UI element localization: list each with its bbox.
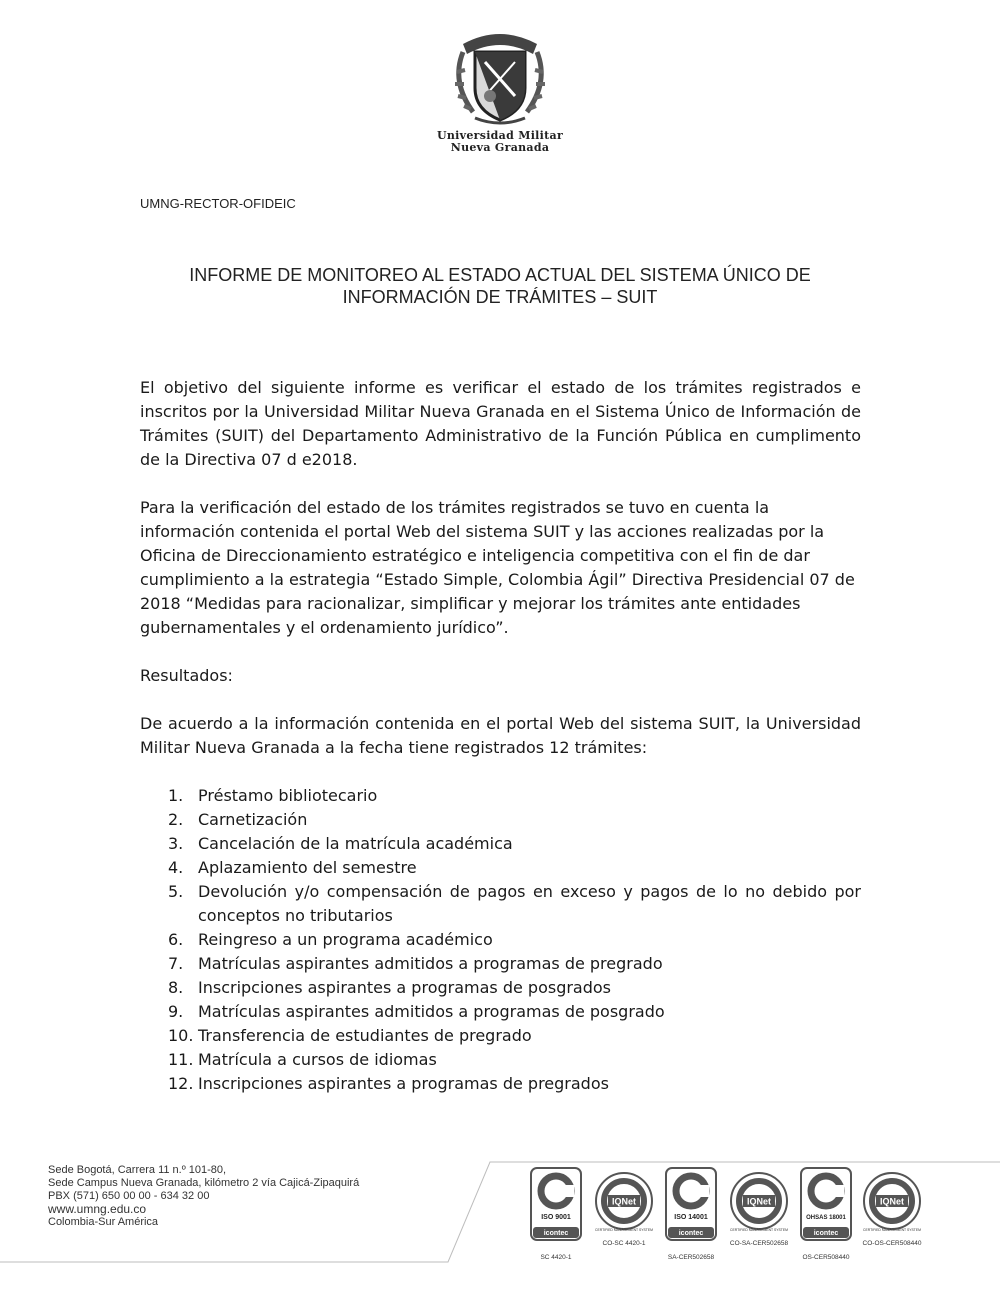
cert-badge-ohsas18001 (800, 1167, 852, 1261)
list-item-text: Inscripciones aspirantes a programas de pregrados (198, 1074, 609, 1093)
university-logo (430, 22, 570, 172)
footer-region: Colombia-Sur América (48, 1216, 159, 1228)
iqnet-seal-icon (729, 1167, 789, 1235)
list-item-number: 4. (168, 858, 184, 877)
cert-brand: icontec (678, 1230, 704, 1237)
icontec-seal-icon (800, 1167, 852, 1249)
list-item (140, 880, 861, 928)
list-item-number: 5. (168, 882, 184, 901)
icontec-seal-icon (530, 1167, 582, 1249)
paragraph-objective: El objetivo del siguiente informe es verificar el estado de los trámites registrados e inscritos por la Universidad Militar Nueva Granada en el Sistema Único de Información de Trámites (SUIT) del Departamento Administrativo de la Función Pública en cumplimento de la Directiva 07 d e2018. (140, 378, 861, 469)
list-item (140, 1024, 861, 1048)
list-item (140, 1000, 861, 1024)
cert-label: IQNet (879, 1196, 905, 1207)
reference-code: UMNG-RECTOR-OFIDEIC (140, 196, 296, 211)
list-item-text: Matrículas aspirantes admitidos a programas de pregrado (198, 954, 663, 973)
list-item-number: 9. (168, 1002, 184, 1021)
title-line-2: INFORMACIÓN DE TRÁMITES – SUIT (342, 287, 658, 307)
list-item-text: Aplazamiento del semestre (198, 858, 417, 877)
cert-code: CO-OS-CER508440 (862, 1240, 922, 1247)
footer-contact (48, 1164, 359, 1229)
cert-brand: CERTIFIED MANAGEMENT SYSTEM (595, 1228, 653, 1232)
cert-label: ISO 14001 (674, 1214, 708, 1221)
list-item-text: Matrícula a cursos de idiomas (198, 1050, 437, 1069)
list-item-number: 8. (168, 978, 184, 997)
list-item-text: Préstamo bibliotecario (198, 786, 378, 805)
footer-address-campus: Sede Campus Nueva Granada, kilómetro 2 vía Cajicá-Zipaquirá (48, 1177, 360, 1189)
cert-brand: icontec (543, 1230, 569, 1237)
list-item (140, 976, 861, 1000)
university-crest-icon (445, 22, 555, 130)
list-item-number: 6. (168, 930, 184, 949)
list-item-number: 10. (168, 1026, 194, 1045)
footer-website-link[interactable]: www.umng.edu.co (48, 1202, 147, 1216)
university-name-line2: Nueva Granada (450, 141, 550, 154)
icontec-seal-icon (665, 1167, 717, 1249)
paragraph-results: De acuerdo a la información contenida en el portal Web del sistema SUIT, la Universidad Militar Nueva Granada a la fecha tiene registrados 12 trámites: (140, 714, 861, 757)
iqnet-seal-icon (862, 1167, 922, 1235)
list-item-text: Cancelación de la matrícula académica (198, 834, 513, 853)
list-item-number: 1. (168, 786, 184, 805)
list-item (140, 952, 861, 976)
list-item (140, 1072, 861, 1096)
list-item-number: 3. (168, 834, 184, 853)
list-item (140, 928, 861, 952)
cert-badge-iqnet-2 (729, 1167, 789, 1247)
iqnet-seal-icon (594, 1167, 654, 1235)
cert-badge-iso9001 (530, 1167, 582, 1261)
list-item-text: Transferencia de estudiantes de pregrado (198, 1026, 532, 1045)
cert-brand: icontec (813, 1230, 839, 1237)
list-item-number: 7. (168, 954, 184, 973)
list-item-text: Inscripciones aspirantes a programas de posgrados (198, 978, 612, 997)
list-item-text: Devolución y/o compensación de pagos en exceso y pagos de lo no debido por conceptos no tributarios (198, 882, 861, 925)
cert-label: IQNet (611, 1196, 637, 1207)
list-item-number: 2. (168, 810, 184, 829)
cert-brand: CERTIFIED MANAGEMENT SYSTEM (730, 1228, 788, 1232)
cert-code: SC 4420-1 (540, 1254, 572, 1261)
list-item-text: Carnetización (198, 810, 308, 829)
cert-code: CO-SA-CER502658 (729, 1240, 789, 1247)
cert-label: ISO 9001 (541, 1214, 571, 1221)
title-line-1: INFORME DE MONITOREO AL ESTADO ACTUAL DEL SISTEMA ÚNICO DE (189, 265, 811, 285)
cert-code: CO-SC 4420-1 (602, 1240, 646, 1247)
results-heading: Resultados: (140, 666, 233, 685)
list-item-text: Reingreso a un programa académico (198, 930, 493, 949)
list-item (140, 1048, 861, 1072)
footer-address-bogota: Sede Bogotá, Carrera 11 n.º 101-80, (48, 1164, 227, 1176)
list-item (140, 784, 861, 808)
cert-code: OS-CER508440 (802, 1254, 850, 1261)
list-item (140, 832, 861, 856)
cert-badge-iso14001 (665, 1167, 717, 1261)
list-item (140, 856, 861, 880)
cert-badge-iqnet-3 (862, 1167, 922, 1247)
list-item-number: 12. (168, 1074, 194, 1093)
document-body (140, 376, 861, 1096)
footer-phone: PBX (571) 650 00 00 - 634 32 00 (48, 1190, 210, 1202)
list-item-text: Matrículas aspirantes admitidos a programas de posgrado (198, 1002, 665, 1021)
cert-brand: CERTIFIED MANAGEMENT SYSTEM (863, 1228, 921, 1232)
document-title (100, 264, 900, 308)
list-item (140, 808, 861, 832)
cert-label: OHSAS 18001 (806, 1215, 846, 1221)
cert-label: IQNet (746, 1196, 772, 1207)
cert-code: SA-CER502658 (667, 1254, 715, 1261)
university-name-line1: Universidad Militar (436, 129, 564, 142)
paragraph-verification: Para la verificación del estado de los trámites registrados se tuvo en cuenta la información contenida el portal Web del sistema SUIT y las acciones realizadas por la Oficina de Direccionamiento estratégico e inteligencia competitiva con el fin de dar cumplimiento a la estrategia “Estado Simple, Colombia Ágil” Directiva Presidencial 07 de 2018 “Medidas para racionalizar, simplificar y mejorar los trámites ante entidades gubernamentales y el ordenamiento jurídico”. (140, 498, 855, 637)
list-item-number: 11. (168, 1050, 194, 1069)
procedures-list (140, 784, 861, 1096)
cert-badge-iqnet-1 (594, 1167, 654, 1247)
